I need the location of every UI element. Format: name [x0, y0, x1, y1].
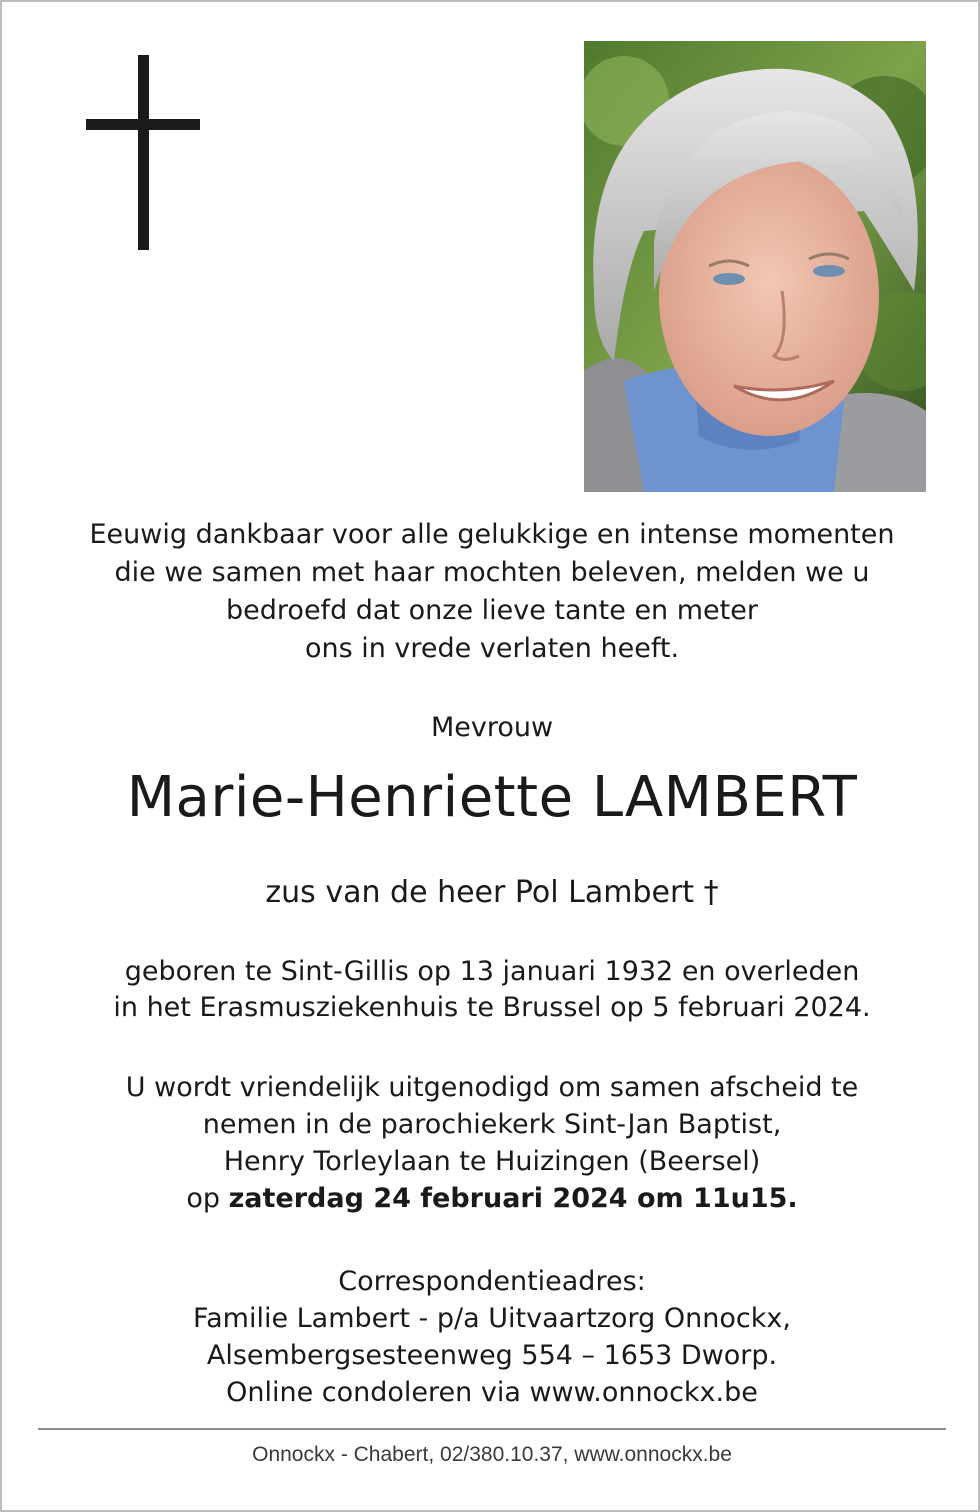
correspondence-line: Familie Lambert - p/a Uitvaartzorg Onnockx, — [193, 1303, 791, 1334]
correspondence-line: Online condoleren via www.onnockx.be — [226, 1377, 758, 1408]
intro-line: bedroefd dat onze lieve tante en meter — [226, 595, 758, 626]
ceremony-line: nemen in de parochiekerk Sint-Jan Baptist, — [202, 1109, 782, 1140]
ceremony-date: zaterdag 24 februari 2024 om 11u15. — [228, 1183, 798, 1214]
ceremony-text — [2, 1069, 980, 1217]
ceremony-date-prefix: op — [186, 1183, 229, 1214]
intro-line: ons in vrede verlaten heeft. — [304, 633, 680, 664]
intro-text — [2, 516, 980, 668]
intro-line: die we samen met haar mochten beleven, melden we u — [114, 557, 870, 588]
latin-cross-icon — [86, 55, 200, 250]
ceremony-date-line — [2, 1180, 980, 1217]
ceremony-line: Henry Torleylaan te Huizingen (Beersel) — [223, 1146, 761, 1177]
intro-line: Eeuwig dankbaar voor alle gelukkige en intense momenten — [89, 519, 895, 550]
birth-death-text — [2, 954, 980, 1026]
ceremony-line: U wordt vriendelijk uitgenodigd om samen afscheid te — [125, 1072, 859, 1103]
correspondence-line: Alsembergsesteenweg 554 – 1653 Dworp. — [206, 1340, 778, 1371]
correspondence-text — [2, 1263, 980, 1411]
deceased-name: Marie-Henriette LAMBERT — [126, 765, 858, 830]
footer-divider — [38, 1428, 946, 1430]
relation-text: zus van de heer Pol Lambert † — [265, 875, 719, 910]
portrait-photo — [584, 41, 926, 492]
birth-death-line: geboren te Sint-Gillis op 13 januari 1932 en overleden — [124, 956, 860, 987]
correspondence-heading: Correspondentieadres: — [338, 1266, 646, 1297]
birth-death-line: in het Erasmusziekenhuis te Brussel op 5 februari 2024. — [113, 992, 871, 1023]
footer-text: Onnockx - Chabert, 02/380.10.37, www.onnockx.be — [252, 1443, 732, 1466]
salutation: Mevrouw — [430, 712, 554, 743]
